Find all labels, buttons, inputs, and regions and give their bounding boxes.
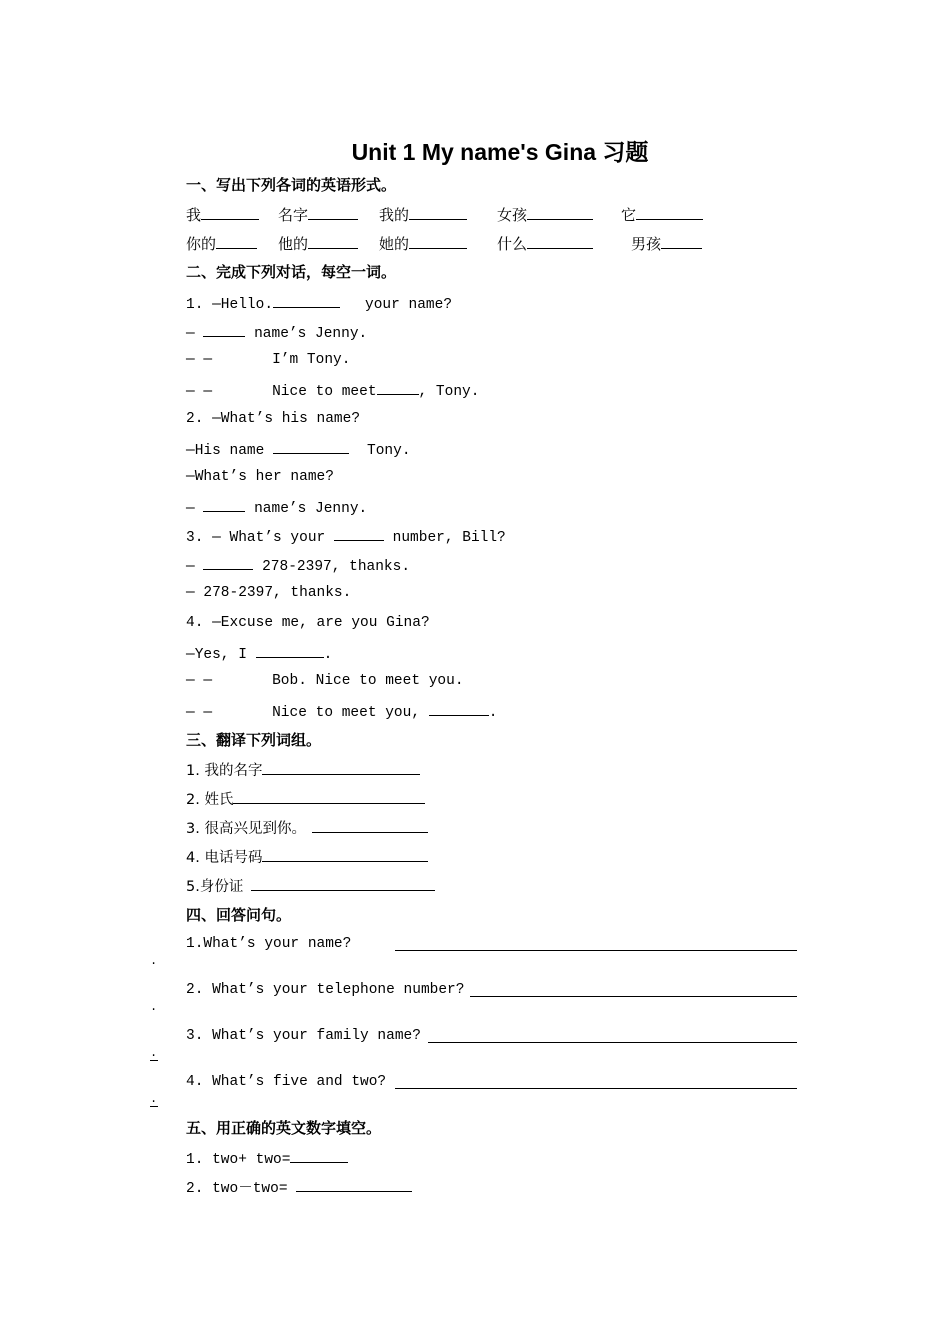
dialog-line-1: 1. —Hello. your name?	[186, 292, 452, 315]
dialog-line-13: —Yes, I .	[186, 642, 332, 665]
section-3-heading: 三、翻译下列词组。	[186, 731, 322, 749]
answer-blank[interactable]	[251, 875, 435, 891]
dialog-line-4: — — Nice to meet , Tony.	[186, 379, 479, 402]
vocab-item: 男孩	[631, 233, 702, 254]
answer-line[interactable]	[470, 996, 797, 997]
answer-blank[interactable]	[203, 321, 245, 337]
question-3: 3. What’s your family name?	[186, 1028, 421, 1044]
answer-blank[interactable]	[273, 292, 340, 308]
section-1-heading: 一、写出下列各词的英语形式。	[186, 176, 397, 194]
answer-blank[interactable]	[429, 700, 489, 716]
section-4-heading: 四、回答问句。	[186, 906, 292, 924]
answer-blank[interactable]	[409, 233, 467, 249]
section-2-heading: 二、完成下列对话，每空一词。	[186, 263, 397, 281]
translate-item-2: 2. 姓氏	[186, 788, 425, 810]
answer-blank[interactable]	[308, 204, 358, 220]
answer-blank[interactable]	[661, 233, 702, 249]
answer-blank[interactable]	[216, 233, 257, 249]
vocab-item: 你的	[186, 233, 257, 254]
answer-blank[interactable]	[296, 1176, 412, 1192]
answer-blank[interactable]	[527, 204, 593, 220]
dialog-line-6: —His name Tony.	[186, 438, 411, 461]
answer-blank[interactable]	[203, 554, 253, 570]
number-item-1: 1. two+ two=	[186, 1147, 348, 1170]
vocab-item: 我	[186, 204, 259, 225]
line-mark: .	[150, 1000, 158, 1014]
dialog-line-5: 2. —What’s his name?	[186, 411, 361, 427]
answer-blank[interactable]	[262, 759, 420, 775]
answer-blank[interactable]	[308, 233, 358, 249]
question-2: 2. What’s your telephone number?	[186, 982, 465, 998]
vocab-item: 女孩	[497, 204, 593, 225]
translate-item-1: 1. 我的名字	[186, 759, 420, 781]
answer-blank[interactable]	[527, 233, 593, 249]
dialog-line-11: — 278-2397, thanks.	[186, 585, 352, 601]
translate-item-5: 5.身份证	[186, 875, 435, 897]
answer-line[interactable]	[395, 950, 797, 951]
dialog-line-7: —What’s her name?	[186, 469, 334, 485]
line-mark: .	[150, 1092, 158, 1106]
dialog-line-10: — 278-2397, thanks.	[186, 554, 410, 577]
question-1: 1.What’s your name?	[186, 936, 352, 952]
translate-item-3: 3. 很高兴见到你。	[186, 817, 428, 839]
dialog-line-14: — — Bob. Nice to meet you.	[186, 673, 464, 689]
vocab-item: 他的	[278, 233, 358, 254]
dialog-line-3: — — I’m Tony.	[186, 352, 351, 368]
line-mark: .	[150, 1046, 158, 1060]
answer-line[interactable]	[395, 1088, 797, 1089]
answer-blank[interactable]	[262, 846, 428, 862]
answer-line[interactable]	[428, 1042, 797, 1043]
dialog-line-2: — name’s Jenny.	[186, 321, 367, 344]
question-4: 4. What’s five and two?	[186, 1074, 387, 1090]
vocab-item: 她的	[379, 233, 467, 254]
section-5-heading: 五、用正确的英文数字填空。	[186, 1119, 382, 1137]
vocab-item: 名字	[278, 204, 358, 225]
number-item-2: 2. two－two=	[186, 1176, 412, 1199]
vocab-item: 什么	[497, 233, 593, 254]
vocab-item: 它	[621, 204, 703, 225]
answer-blank[interactable]	[409, 204, 467, 220]
answer-blank[interactable]	[273, 438, 349, 454]
answer-blank[interactable]	[233, 788, 425, 804]
page-title: Unit 1 My name's Gina 习题	[351, 139, 649, 165]
answer-blank[interactable]	[203, 496, 245, 512]
answer-blank[interactable]	[256, 642, 324, 658]
answer-blank[interactable]	[636, 204, 703, 220]
dialog-line-8: — name’s Jenny.	[186, 496, 367, 519]
answer-blank[interactable]	[290, 1147, 348, 1163]
dialog-line-15: — — Nice to meet you, .	[186, 700, 497, 723]
answer-blank[interactable]	[334, 525, 384, 541]
answer-blank[interactable]	[201, 204, 259, 220]
dialog-line-9: 3. — What’s your number, Bill?	[186, 525, 506, 548]
answer-blank[interactable]	[377, 379, 419, 395]
vocab-item: 我的	[379, 204, 467, 225]
line-mark: .	[150, 954, 158, 968]
dialog-line-12: 4. —Excuse me, are you Gina?	[186, 615, 430, 631]
translate-item-4: 4. 电话号码	[186, 846, 428, 868]
answer-blank[interactable]	[312, 817, 428, 833]
